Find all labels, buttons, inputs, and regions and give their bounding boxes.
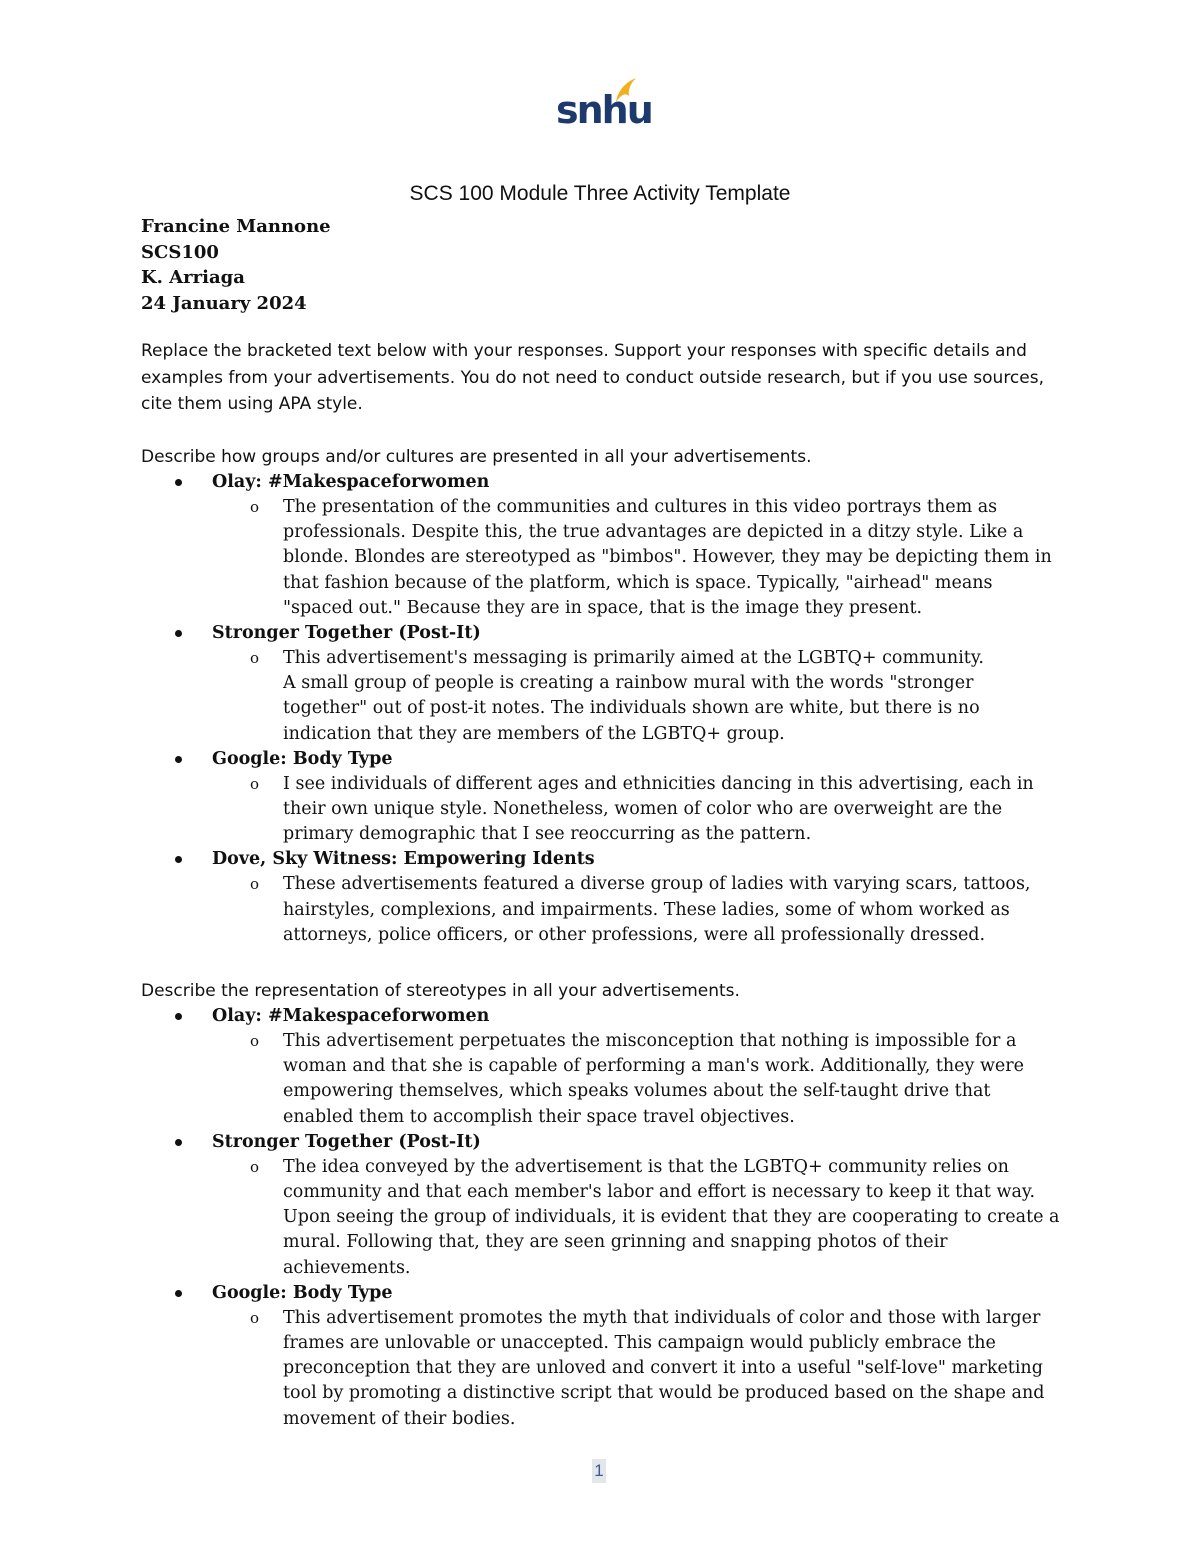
page-number: 1	[592, 1459, 606, 1483]
list-item	[0, 1130, 1200, 1281]
ad-response	[0, 646, 1063, 747]
document-title: SCS 100 Module Three Activity Template	[409, 182, 791, 205]
snhu-logo	[556, 74, 652, 134]
list-item	[0, 470, 1200, 621]
response-text: I see individuals of different ages and ethnicities dancing in this advertising, each in their own unique style. Nonetheless, women of color who are overweight are the primary demographic that I see reoccurring as the pattern.	[283, 773, 1034, 845]
bullet-icon	[175, 630, 182, 637]
bullet-icon	[175, 856, 182, 863]
list-item	[0, 621, 1200, 747]
submission-date: 24 January 2024	[141, 292, 307, 314]
ad-response	[0, 1155, 1063, 1281]
question-2: Describe the representation of stereotypes in all your advertisements.	[141, 981, 740, 1001]
bullet-icon	[175, 1013, 182, 1020]
ad-response	[0, 872, 1063, 948]
ad-title: Google: Body Type	[212, 748, 393, 769]
answer-list-1	[0, 470, 1200, 948]
ad-response	[0, 772, 1063, 848]
response-text: This advertisement promotes the myth that individuals of color and those with larger frames are unlovable or unaccepted. This campaign would publicly embrace the preconception that they are unloved and convert it into a useful "self-love" marketing tool by promoting a distinctive script that would be produced based on the shape and movement of their bodies.	[283, 1307, 1045, 1429]
response-text: The presentation of the communities and cultures in this video portrays them as professionals. Despite this, the true advantages are depicted in a ditzy style. Like a blonde. Blondes are stereotyped as "bimbos". However, they may be depicting them in that fashion because of the platform, which is space. Typically, "airhead" means "spaced out." Because they are in space, that is the image they present.	[283, 497, 1052, 618]
list-item	[0, 1004, 1200, 1130]
ad-heading	[0, 847, 1200, 872]
list-item	[0, 847, 1200, 948]
ad-response	[0, 495, 1063, 621]
response-text: The idea conveyed by the advertisement is that the LGBTQ+ community relies on community and that each member's labor and effort is necessary to keep it that way.	[283, 1156, 1036, 1203]
sub-bullet-icon: o	[250, 1308, 260, 1327]
bullet-icon	[175, 1290, 182, 1297]
bullet-icon	[175, 756, 182, 763]
ad-title: Stronger Together (Post-It)	[212, 1131, 481, 1152]
logo-text: snhu	[556, 88, 652, 132]
bullet-icon	[175, 479, 182, 486]
ad-response	[0, 1306, 1063, 1432]
ad-heading	[0, 1130, 1200, 1155]
answer-list-2	[0, 1004, 1200, 1432]
list-item	[0, 747, 1200, 848]
ad-title: Dove, Sky Witness: Empowering Idents	[212, 849, 595, 870]
ad-response	[0, 1029, 1063, 1130]
response-text: This advertisement perpetuates the misconception that nothing is impossible for a woman and that she is capable of performing a man's work. Additionally, they were empowering themselves, which speaks volumes about the self-taught drive that enabled them to accomplish their space travel objectives.	[283, 1031, 1024, 1127]
student-name: Francine Mannone	[141, 216, 331, 237]
sub-bullet-icon: o	[250, 1032, 260, 1050]
sub-bullet-icon: o	[250, 649, 260, 668]
ad-title: Olay: #Makespaceforwomen	[212, 472, 490, 492]
response-text: These advertisements featured a diverse group of ladies with varying scars, tattoos, hairstyles, complexions, and impairments. These ladies, some of whom worked as attorneys, police officers, or other professions, were all professionally dressed.	[283, 874, 1031, 945]
sub-bullet-icon: o	[250, 498, 260, 516]
sub-bullet-icon: o	[250, 774, 260, 793]
response-text-continued: A small group of people is creating a rainbow mural with the words "stronger together" out of post-it notes. The individuals shown are white, but there is no indication that they are members of the LGBTQ+ group.	[283, 673, 980, 744]
question-1: Describe how groups and/or cultures are presented in all your advertisements.	[141, 447, 812, 467]
sub-bullet-icon: o	[250, 875, 260, 894]
ad-title: Olay: #Makespaceforwomen	[212, 1006, 490, 1026]
list-item	[0, 1281, 1200, 1432]
ad-heading	[0, 470, 1200, 495]
instructor-name: K. Arriaga	[141, 267, 245, 288]
ad-heading	[0, 1004, 1200, 1029]
sub-bullet-icon: o	[250, 1157, 260, 1176]
ad-title: Stronger Together (Post-It)	[212, 623, 481, 644]
ad-heading	[0, 1281, 1200, 1306]
ad-heading	[0, 621, 1200, 646]
header-info	[141, 214, 331, 316]
course-code: SCS100	[141, 241, 219, 263]
response-text: This advertisement's messaging is primarily aimed at the LGBTQ+ community.	[283, 648, 984, 669]
response-text-continued: Upon seeing the group of individuals, it is evident that they are cooperating to create a mural. Following that, they are seen grinning and snapping photos of their achievements.	[283, 1207, 1060, 1278]
instructions-paragraph: Replace the bracketed text below with your responses. Support your responses with specific details and examples from your advertisements. You do not need to conduct outside research, but if you use sources, cite them using APA style.	[141, 341, 1045, 414]
ad-title: Google: Body Type	[212, 1282, 393, 1303]
ad-heading	[0, 747, 1200, 772]
bullet-icon	[175, 1139, 182, 1146]
